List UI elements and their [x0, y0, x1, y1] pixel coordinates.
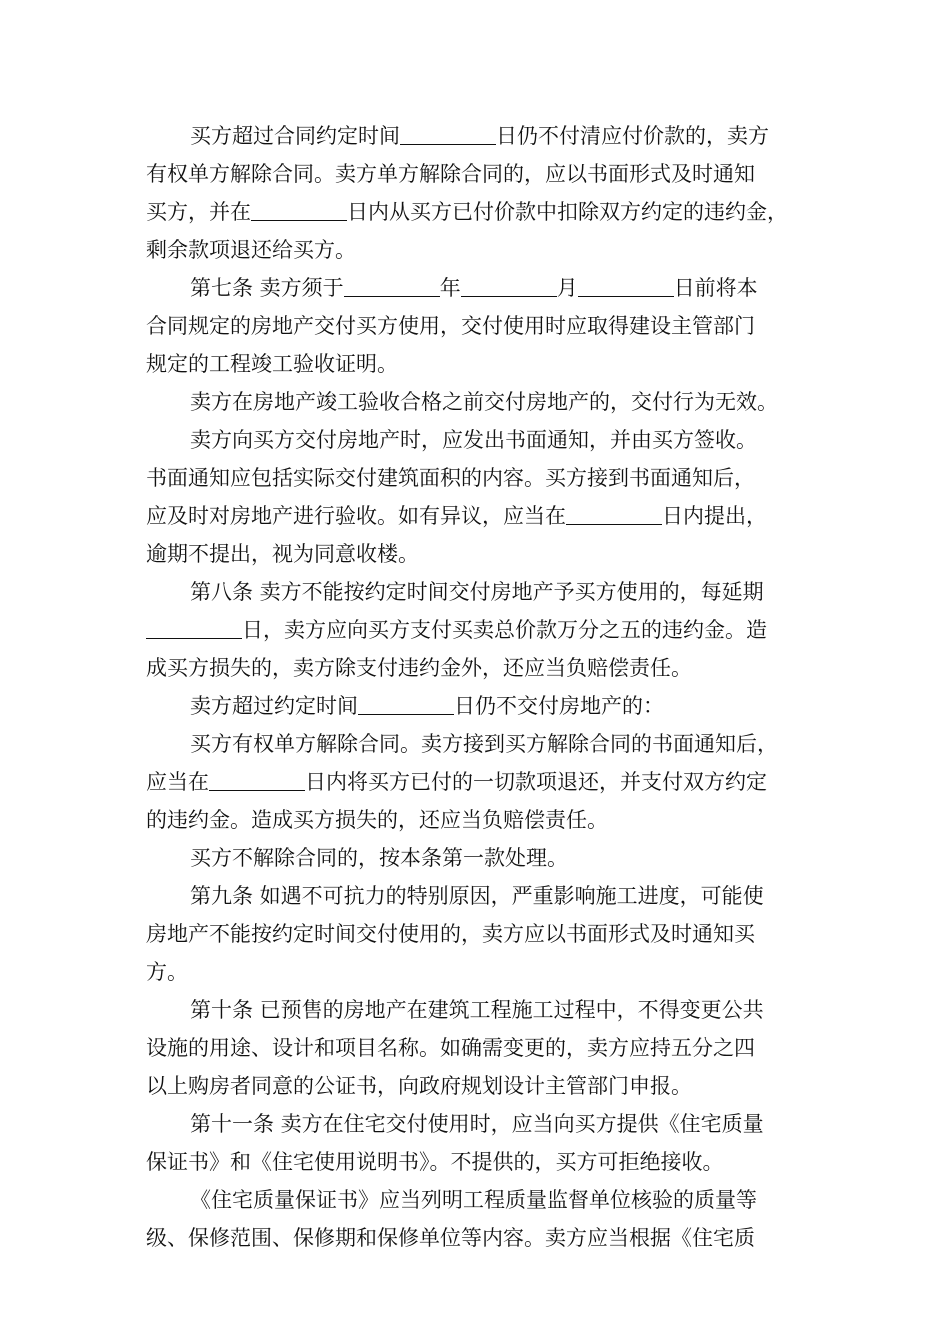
article-8-line: 第八条 卖方不能按约定时间交付房地产予买方使用的，每延期: [190, 580, 764, 604]
paragraph-line: 以上购房者同意的公证书，向政府规划设计主管部门申报。: [146, 1074, 692, 1098]
fill-in-blank: [251, 199, 347, 221]
fill-in-blank: [358, 693, 454, 715]
paragraph-line: 级、保修范围、保修期和保修单位等内容。卖方应当根据《住宅质: [146, 1226, 755, 1250]
paragraph-line: 日，卖方应向买方支付买卖总价款万分之五的违约金。造: [146, 615, 767, 645]
month-blank: [461, 275, 557, 297]
paragraph-line: 规定的工程竣工验收证明。: [146, 352, 398, 376]
paragraph-line: 《住宅质量保证书》应当列明工程质量监督单位核验的质量等: [190, 1188, 757, 1212]
article-11-line: 第十一条 卖方在住宅交付使用时，应当向买方提供《住宅质量: [190, 1112, 764, 1136]
paragraph-line: 成买方损失的，卖方除支付违约金外，还应当负赔偿责任。: [146, 656, 692, 680]
paragraph-line: 设施的用途、设计和项目名称。如确需变更的，卖方应持五分之四: [146, 1036, 755, 1060]
paragraph-line: 合同规定的房地产交付买方使用，交付使用时应取得建设主管部门: [146, 314, 755, 338]
paragraph-line: 卖方在房地产竣工验收合格之前交付房地产的，交付行为无效。: [190, 390, 778, 414]
paragraph-line: 卖方向买方交付房地产时，应发出书面通知，并由买方签收。: [190, 428, 757, 452]
paragraph-line: 应及时对房地产进行验收。如有异议，应当在 日内提出，: [146, 504, 767, 528]
fill-in-blank: [209, 769, 305, 791]
paragraph-line: 剩余款项退还给买方。: [146, 238, 356, 262]
paragraph-line: 书面通知应包括实际交付建筑面积的内容。买方接到书面通知后，: [146, 466, 755, 490]
paragraph-line: 应当在 日内将买方已付的一切款项退还，并支付双方约定: [146, 770, 767, 794]
paragraph-line: 保证书》和《住宅使用说明书》。不提供的，买方可拒绝接收。: [146, 1150, 724, 1174]
fill-in-blank: [146, 617, 242, 639]
fill-in-blank: [566, 503, 662, 525]
paragraph-line: 有权单方解除合同。卖方单方解除合同的，应以书面形式及时通知: [146, 162, 755, 186]
article-9-line: 第九条 如遇不可抗力的特别原因，严重影响施工进度，可能使: [190, 884, 764, 908]
paragraph-line: 买方，并在 日内从买方已付价款中扣除双方约定的违约金，: [146, 200, 788, 224]
article-7-line: 第七条 卖方须于 年 月 日前将本: [190, 276, 758, 300]
paragraph-line: 方。: [146, 960, 188, 984]
paragraph-line: 房地产不能按约定时间交付使用的，卖方应以书面形式及时通知买: [146, 922, 755, 946]
paragraph-line: 卖方超过约定时间 日仍不交付房地产的：: [190, 694, 664, 718]
fill-in-blank: [400, 123, 496, 145]
year-blank: [344, 275, 440, 297]
paragraph-line: 逾期不提出，视为同意收楼。: [146, 542, 419, 566]
paragraph-line: 买方不解除合同的，按本条第一款处理。: [190, 846, 568, 870]
article-10-line: 第十条 已预售的房地产在建筑工程施工过程中，不得变更公共: [190, 998, 764, 1022]
day-blank: [578, 275, 674, 297]
paragraph-line: 的违约金。造成买方损失的，还应当负赔偿责任。: [146, 808, 608, 832]
paragraph-line: 买方超过合同约定时间 日仍不付清应付价款的，卖方: [190, 124, 769, 148]
paragraph-line: 买方有权单方解除合同。卖方接到买方解除合同的书面通知后，: [190, 732, 778, 756]
